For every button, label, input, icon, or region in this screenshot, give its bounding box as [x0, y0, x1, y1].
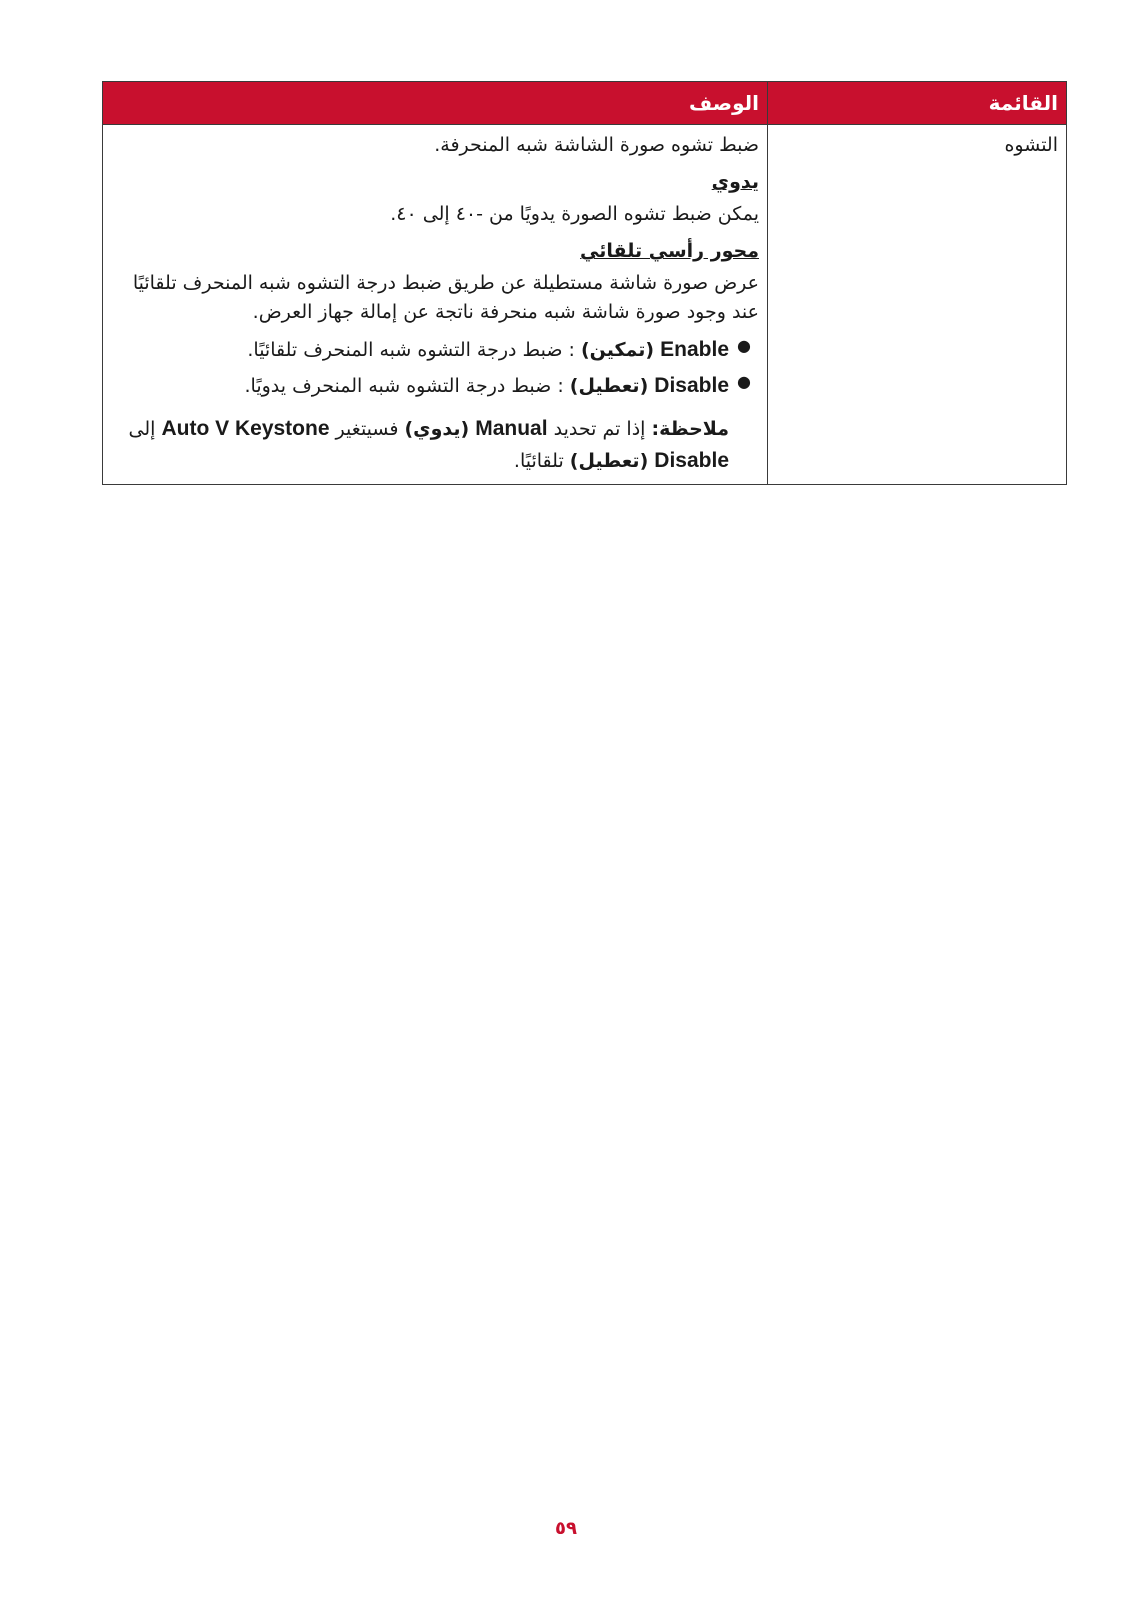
table-header-row [103, 82, 1067, 125]
note-manual-ar: (يدوي) [404, 417, 470, 440]
settings-table [102, 81, 1067, 485]
page-number: ٥٩ [555, 1518, 577, 1539]
note-text-2: فسيتغير [329, 417, 405, 440]
note-disable-ar: (تعطيل) [569, 450, 649, 473]
manual-heading: يدوي [711, 171, 759, 194]
list-item-enable [111, 334, 751, 367]
note-text-3: إلى [128, 417, 162, 440]
table-row [103, 125, 1067, 485]
note-text-4: تلقائيًا. [513, 450, 570, 473]
option-enable-en: Enable [660, 337, 729, 361]
bullet-icon: ● [737, 335, 751, 355]
option-disable-en: Disable [654, 374, 729, 398]
intro-text: ضبط تشوه صورة الشاشة شبه المنحرفة. [434, 134, 759, 156]
option-disable-ar: (تعطيل) [569, 375, 649, 398]
note [111, 413, 759, 478]
note-manual-en: Manual [475, 416, 548, 440]
auto-keystone-text: عرض صورة شاشة مستطيلة عن طريق ضبط درجة التشوه شبه المنحرف تلقائيًا عند وجود صورة شاشة شبه منحرفة ناتجة عن إمالة جهاز العرض. [132, 271, 759, 324]
manual-text: يمكن ضبط تشوه الصورة يدويًا من -٤٠ إلى ٤٠. [390, 202, 759, 225]
option-enable-text: : ضبط درجة التشوه شبه المنحرف تلقائيًا. [247, 338, 575, 361]
options-list [111, 334, 759, 403]
option-disable-text: : ضبط درجة التشوه شبه المنحرف يدويًا. [244, 375, 564, 398]
auto-keystone-heading: محور رأسي تلقائي [580, 240, 759, 263]
option-enable-ar: (تمكين) [580, 338, 655, 361]
note-title: ملاحظة: [651, 417, 729, 440]
header-description: الوصف [103, 82, 768, 125]
header-menu: القائمة [768, 82, 1067, 125]
list-item-disable [111, 370, 751, 403]
note-disable-en: Disable [654, 449, 729, 473]
note-text-1: إذا تم تحديد [547, 417, 652, 440]
bullet-icon: ● [737, 372, 751, 392]
note-auto-en: Auto V Keystone [161, 416, 330, 440]
menu-item-keystone: التشوه [768, 125, 1067, 485]
description-cell [103, 125, 768, 485]
